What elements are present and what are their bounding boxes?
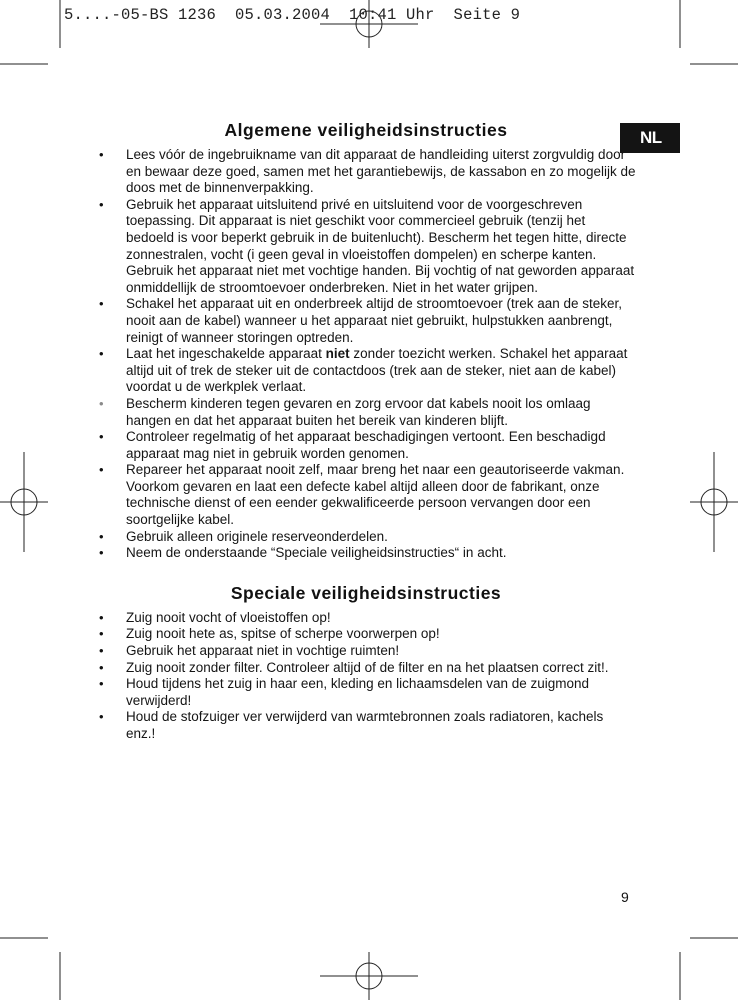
list-item: • Gebruik alleen originele reserveonderdelen.: [96, 529, 636, 546]
page-content: [96, 120, 636, 743]
list-item: • Bescherm kinderen tegen gevaren en zorg ervoor dat kabels nooit los omlaag hangen en dat het apparaat buiten het bereik van kinderen blijft.: [96, 396, 636, 429]
list-item: • Zuig nooit hete as, spitse of scherpe voorwerpen op!: [96, 626, 636, 643]
general-safety-list: [96, 147, 636, 562]
list-item: • Gebruik het apparaat niet in vochtige ruimten!: [96, 643, 636, 660]
list-item: • Repareer het apparaat nooit zelf, maar breng het naar een geautoriseerde vakman. Voorkom gevaren en laat een defecte kabel altijd alleen door de fabrikant, onze technische dienst of een eender gekwalificeerde persoon vervangen door een soortgelijke kabel.: [96, 462, 636, 528]
list-item: • Lees vóór de ingebruikname van dit apparaat de handleiding uiterst zorgvuldig door en bewaar deze goed, samen met het garantiebewijs, de kassabon en zo mogelijk de doos met de binnenverpakking.: [96, 147, 636, 197]
list-item: • Gebruik het apparaat uitsluitend privé en uitsluitend voor de voorgeschreven toepassing. Dit apparaat is niet geschikt voor commercieel gebruik (tenzij het bedoeld is voor beperkt gebruik in de buitenlucht). Bescherm het tegen hitte, directe zonnestralen, vocht (i geen geval in vloeistoffen dompelen) en scherpe kanten. Gebruik het apparaat niet met vochtige handen. Bij vochtig of nat geworden apparaat onmiddellijk de stroomtoevoer onderbreken. Niet in het water grijpen.: [96, 197, 636, 297]
registration-mark-left: [0, 452, 48, 552]
list-item: • Houd tijdens het zuig in haar een, kleding en lichaamsdelen van de zuigmond verwijderd!: [96, 676, 636, 709]
special-safety-list: [96, 610, 636, 743]
list-item: • Neem de onderstaande “Speciale veiligheidsinstructies“ in acht.: [96, 545, 636, 562]
list-item: • Schakel het apparaat uit en onderbreek altijd de stroomtoevoer (trek aan de steker, nooit aan de kabel) wanneer u het apparaat niet gebruikt, hulpstukken aanbrengt, reinigt of wanneer storingen optreden.: [96, 296, 636, 346]
list-item: • Houd de stofzuiger ver verwijderd van warmtebronnen zoals radiatoren, kachels enz.!: [96, 709, 636, 742]
list-item: • Controleer regelmatig of het apparaat beschadigingen vertoont. Een beschadigd apparaat mag niet in gebruik worden genomen.: [96, 429, 636, 462]
language-badge: NL: [620, 123, 680, 153]
list-item-text: Laat het ingeschakelde apparaat: [126, 346, 326, 362]
list-item-text: zonder toezicht werken. Schakel het apparaat altijd uit of trek de steker uit de contactdoos (trek aan de steker, niet aan de kabel) voordat u de werkplek verlaat.: [126, 346, 628, 395]
section-title-general-safety: Algemene veiligheidsinstructies: [224, 120, 508, 140]
registration-mark-bottom: [320, 952, 418, 1000]
print-header: 5....-05-BS 1236 05.03.2004 10:41 Uhr Seite 9: [64, 6, 521, 24]
list-item: • Zuig nooit zonder filter. Controleer altijd of de filter en na het plaatsen correct zit!.: [96, 660, 636, 677]
list-item: • Zuig nooit vocht of vloeistoffen op!: [96, 610, 636, 627]
list-item-emphasis: niet: [325, 346, 350, 362]
list-item: [96, 346, 636, 396]
section-title-special-safety: Speciale veiligheidsinstructies: [230, 582, 502, 603]
registration-mark-right: [690, 452, 738, 552]
page-number: 9: [621, 889, 629, 905]
